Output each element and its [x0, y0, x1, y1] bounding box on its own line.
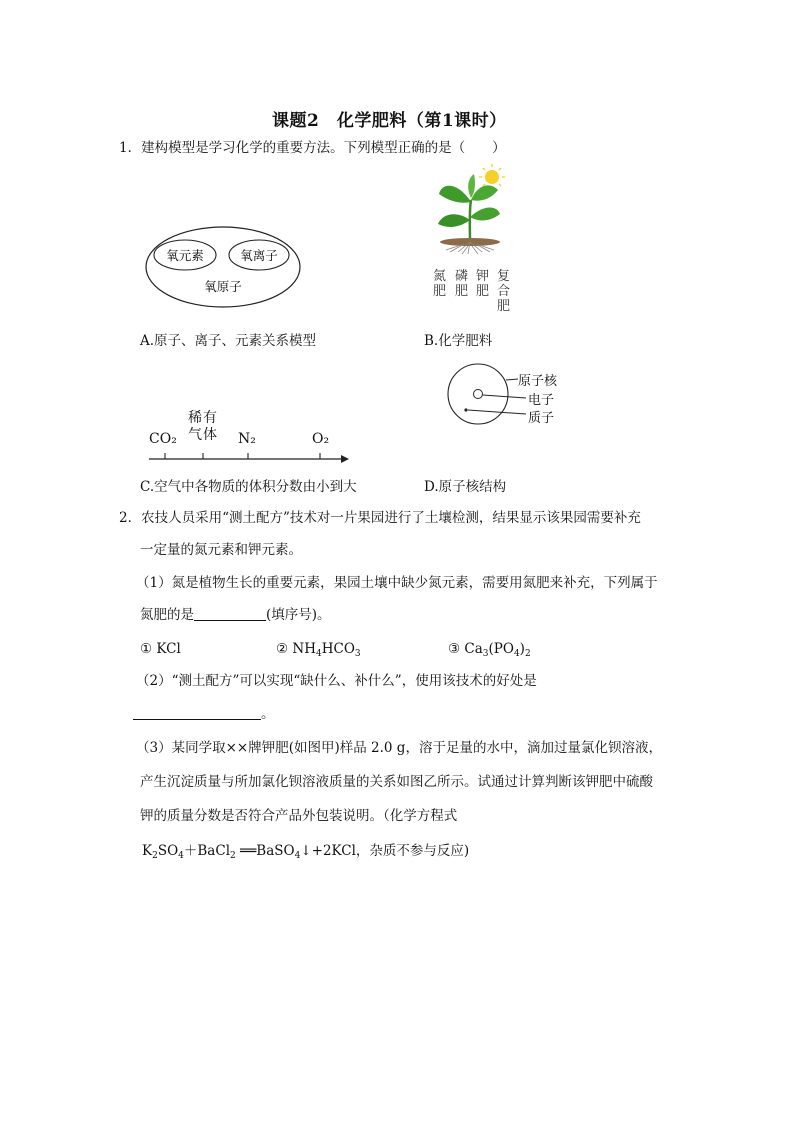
c-tick-co2: CO₂	[149, 431, 177, 447]
chemical-equation: $K_2SO_4+BaCl_2$ ══BaSO$_4$↓+2KCl，杂质不参与反应)	[142, 843, 470, 861]
option-c-caption: C.空气中各物质的体积分数由小到大	[140, 479, 357, 495]
d-label-electron: 电子	[528, 393, 555, 408]
q2-part1-line1: （1）氮是植物生长的重要元素，果园土壤中缺少氮元素，需要用氮肥来补充，下列属于	[136, 575, 658, 591]
answer-blank-1[interactable]	[194, 606, 266, 621]
option-kcl: ① KCl	[140, 641, 181, 657]
q2-stem-line2: 一定量的氮元素和钾元素。	[140, 542, 302, 558]
fertilizer-label-k: 钾肥	[476, 269, 490, 299]
d-label-proton: 质子	[528, 411, 555, 426]
c-tick-n2: N₂	[238, 431, 256, 447]
q2-part2-line1: （2）“测土配方”可以实现“缺什么、补什么”，使用该技术的好处是	[136, 673, 537, 689]
d-label-nucleus: 原子核	[518, 374, 558, 389]
fertilizer-label-n: 氮肥	[433, 269, 447, 299]
option-d-caption: D.原子核结构	[424, 479, 507, 495]
q1-stem: 1．建构模型是学习化学的重要方法。下列模型正确的是（ ）	[119, 140, 506, 156]
option-ca3po42: ③ $Ca_3(PO_4)_2$	[448, 641, 531, 659]
option-b-caption: B.化学肥料	[424, 333, 493, 349]
q2-part3-line1: （3）某同学取××牌钾肥(如图甲)样品 2.0 g，溶于足量的水中，滴加过量氯化钡溶液，	[136, 740, 662, 756]
q2-part3-line3: 钾的质量分数是否符合产品外包装说明。（化学方程式	[140, 808, 458, 824]
a-inner-left-label: 氧元素	[166, 248, 204, 263]
a-inner-right-label: 氧离子	[240, 248, 278, 263]
q2-part3-line2: 产生沉淀质量与所加氯化钡溶液质量的关系如图乙所示。试通过计算判断该钾肥中硫酸	[140, 774, 653, 790]
fertilizer-label-p: 磷肥	[455, 269, 469, 299]
fertilizer-label-compound: 复合肥	[497, 269, 511, 314]
c-tick-noble-gas: 稀有气体	[188, 410, 218, 443]
c-tick-o2: O₂	[312, 431, 330, 447]
q2-part2-line2: 。	[133, 705, 275, 723]
q2-stem-line1: 2．农技人员采用“测土配方”技术对一片果园进行了土壤检测，结果显示该果园需要补充	[119, 510, 641, 526]
option-a-caption: A.原子、离子、元素关系模型	[140, 333, 317, 349]
page-title: 课题2 化学肥料（第1课时）	[272, 111, 507, 131]
option-nh4hco3: ② $NH_4HCO_3$	[276, 641, 361, 659]
plant-picture	[428, 162, 518, 254]
a-outer-label: 氧原子	[204, 279, 242, 294]
atom-ion-element-model	[143, 225, 303, 311]
q2-part1-line2: 氮肥的是 (填序号)。	[140, 607, 331, 623]
answer-blank-2[interactable]	[133, 705, 261, 720]
sun-icon	[479, 164, 505, 190]
